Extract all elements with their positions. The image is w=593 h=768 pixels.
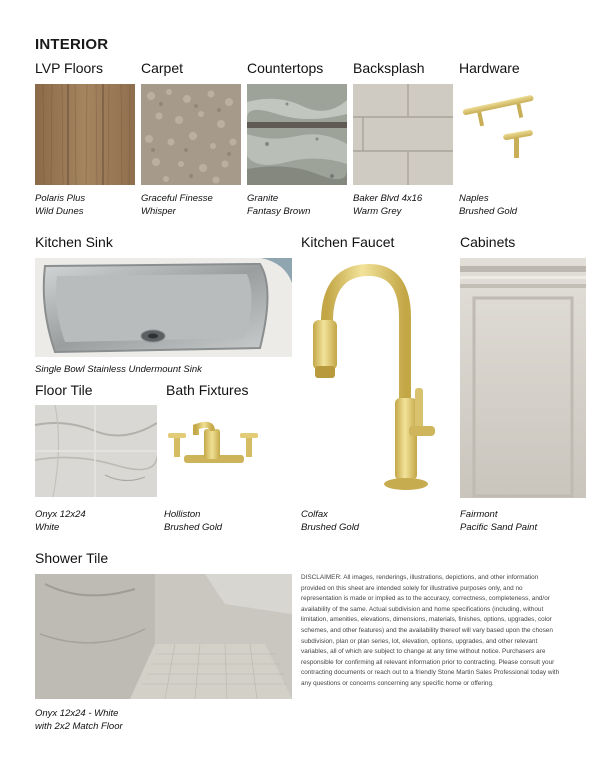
hardware-name: Naples [459,193,489,204]
wood-plank-swatch [35,84,135,185]
cabinets-caption [460,508,537,534]
disclaimer-text: DISCLAIMER: All images, renderings, illustrations, depictions, and other information provided on this sheet are intended solely for illustrative purposes only, and no representation is made or implied as to the accuracy, correctness, completeness, and/or availability of the same. Actual subdivision and home specifications (including, without limitation, amenities, elevations, dimensions, materials, finishes, options, upgrades, color schemes, and other features) and the availability thereof will vary based upon the chosen subdivision, plan or plan series, lot, elevation, options, upgrades, and other relevant variables, all of which are subject to change at any time without notice. Purchasers are responsible for confirming all relevant information prior to contracting. Please consult your contracting documents or reach out to a friendly Stone Martin Sales Professional today with any questions or concerns concerning any specific home or offering. [301,574,560,687]
backsplash-name: Baker Blvd 4x16 [353,193,423,204]
lvp-heading: LVP Floors [35,60,103,76]
marble-tile-swatch [35,405,157,497]
subway-tile-swatch [353,84,453,185]
floor-tile-name: Onyx 12x24 [35,509,86,520]
floor-tile-color: White [35,522,60,533]
cabinets-heading: Cabinets [460,234,516,250]
backsplash-color: Warm Grey [353,206,402,217]
kitchen-faucet-name: Colfax [301,509,328,520]
hardware-color: Brushed Gold [459,206,518,217]
bath-fixtures-heading: Bath Fixtures [166,382,249,398]
cabinets-name: Fairmont [460,509,498,520]
kitchen-faucet-caption [301,508,359,534]
pull-down-faucet-image [301,258,441,498]
countertops-caption [247,192,310,218]
shower-tile-image [35,574,292,699]
bath-faucet-image [166,405,262,497]
carpet-swatch [141,84,241,185]
carpet-heading: Carpet [141,60,184,76]
kitchen-sink-heading: Kitchen Sink [35,234,113,250]
cabinet-pull-icon [459,84,559,185]
backsplash-caption [353,192,422,218]
floor-tile-heading: Floor Tile [35,382,93,398]
kitchen-faucet-heading: Kitchen Faucet [301,234,395,250]
lvp-caption [35,192,85,218]
carpet-name: Graceful Finesse [141,193,213,204]
bath-fixtures-name: Holliston [164,509,201,520]
floor-tile-caption [35,508,86,534]
cabinets-color: Pacific Sand Paint [460,522,538,533]
shower-tile-name: Onyx 12x24 - White [35,708,119,719]
cabinet-door-swatch [460,258,586,498]
page-title: INTERIOR [35,36,109,53]
kitchen-sink-name: Single Bowl Stainless Undermount Sink [35,364,202,375]
shower-tile-heading: Shower Tile [35,550,109,566]
lvp-color: Wild Dunes [35,206,84,217]
shower-tile-floor: with 2x2 Match Floor [35,721,123,732]
hardware-heading: Hardware [459,60,520,76]
countertops-color: Fantasy Brown [247,206,311,217]
hardware-caption [459,192,517,218]
bath-fixtures-color: Brushed Gold [164,522,223,533]
carpet-color: Whisper [141,206,176,217]
countertops-heading: Countertops [247,60,324,76]
countertops-name: Granite [247,193,279,204]
kitchen-faucet-color: Brushed Gold [301,522,360,533]
undermount-sink-image [35,258,292,357]
granite-swatch [247,84,347,185]
backsplash-heading: Backsplash [353,60,425,76]
lvp-name: Polaris Plus [35,193,86,204]
shower-tile-caption [35,707,123,733]
carpet-caption [141,192,213,218]
kitchen-sink-caption [35,363,202,376]
bath-fixtures-caption [164,508,222,534]
